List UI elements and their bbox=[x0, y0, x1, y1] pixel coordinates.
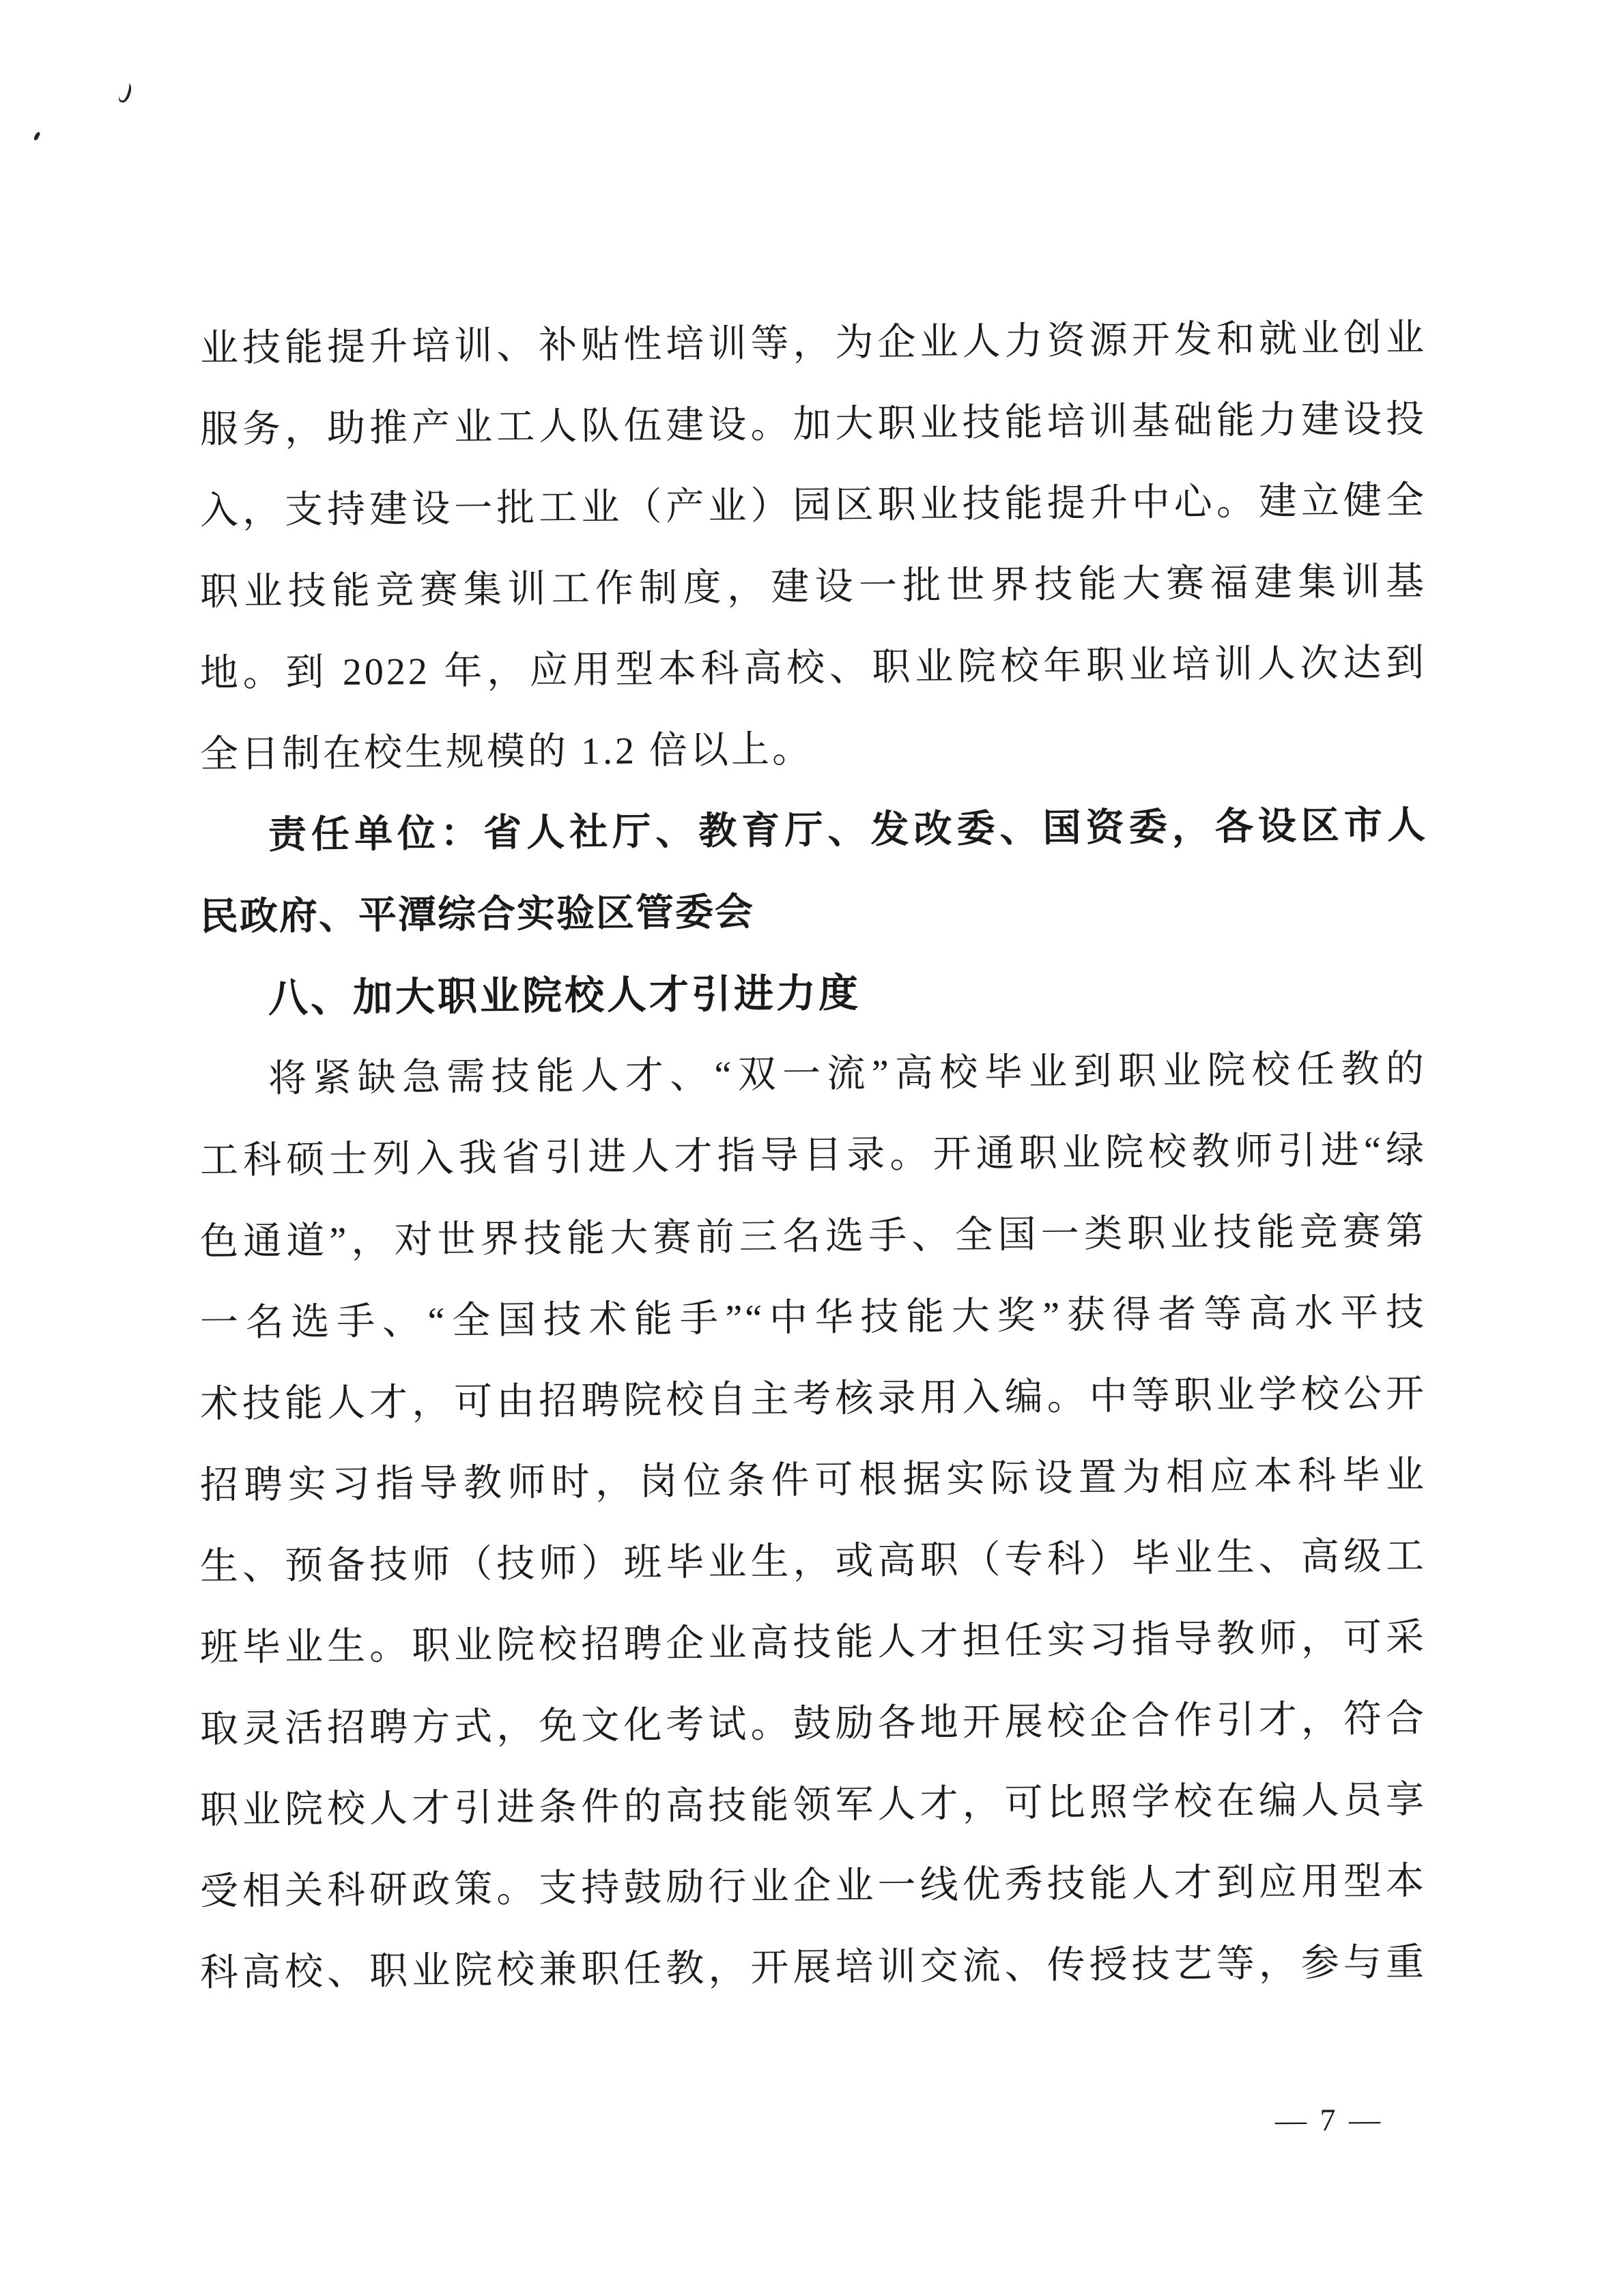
text-line: 全日制在校生规模的 1.2 倍以上。 bbox=[199, 728, 814, 776]
text-line: 生、预备技师（技师）班毕业生，或高职（专科）毕业生、高级工 bbox=[199, 1535, 1427, 1588]
text-line: 工科硕士列入我省引进人才指导目录。开通职业院校教师引进“绿 bbox=[199, 1129, 1427, 1182]
text-line: 科高校、职业院校兼职任教，开展培训交流、传授技艺等，参与重 bbox=[199, 1941, 1427, 1994]
text-line: 一名选手、“全国技术能手”“中华技能大奖”获得者等高水平技 bbox=[199, 1291, 1427, 1345]
text-line: 取灵活招聘方式，免文化考试。鼓励各地开展校企合作引才，符合 bbox=[199, 1697, 1427, 1751]
text-line: 服务，助推产业工人队伍建设。加大职业技能培训基础能力建设投 bbox=[199, 398, 1427, 451]
text-line: 责任单位：省人社厅、教育厅、发改委、国资委，各设区市人 bbox=[268, 804, 1427, 857]
text-line: 八、加大职业院校人才引进力度 bbox=[268, 971, 861, 1021]
text-line: 职业院校人才引进条件的高技能领军人才，可比照学校在编人员享 bbox=[199, 1779, 1427, 1832]
text-line: 业技能提升培训、补贴性培训等，为企业人力资源开发和就业创业 bbox=[199, 317, 1427, 370]
text-line: 色通道”，对世界技能大赛前三名选手、全国一类职业技能竞赛第 bbox=[199, 1210, 1427, 1263]
text-line: 职业技能竞赛集训工作制度，建设一批世界技能大赛福建集训基 bbox=[199, 560, 1427, 614]
text-line: 班毕业生。职业院校招聘企业高技能人才担任实习指导教师，可采 bbox=[199, 1616, 1427, 1669]
text-line: 入，支持建设一批工业（产业）园区职业技能提升中心。建立健全 bbox=[199, 479, 1427, 532]
text-line: 民政府、平潭综合实验区管委会 bbox=[199, 891, 755, 938]
text-line: 招聘实习指导教师时，岗位条件可根据实际设置为相应本科毕业 bbox=[199, 1454, 1427, 1507]
text-line: 受相关科研政策。支持鼓励行业企业一线优秀技能人才到应用型本 bbox=[199, 1860, 1427, 1913]
text-block bbox=[200, 308, 1427, 2014]
text-line: 地。到 2022 年，应用型本科高校、职业院校年职业培训人次达到 bbox=[199, 642, 1427, 695]
page-number: — 7 — bbox=[1274, 2101, 1384, 2138]
text-line: 术技能人才，可由招聘院校自主考核录用入编。中等职业学校公开 bbox=[199, 1373, 1427, 1426]
ink-speckle-icon bbox=[33, 131, 41, 141]
text-line: 将紧缺急需技能人才、“双一流”高校毕业到职业院校任教的 bbox=[268, 1048, 1427, 1101]
ink-speckle-icon bbox=[117, 81, 134, 104]
